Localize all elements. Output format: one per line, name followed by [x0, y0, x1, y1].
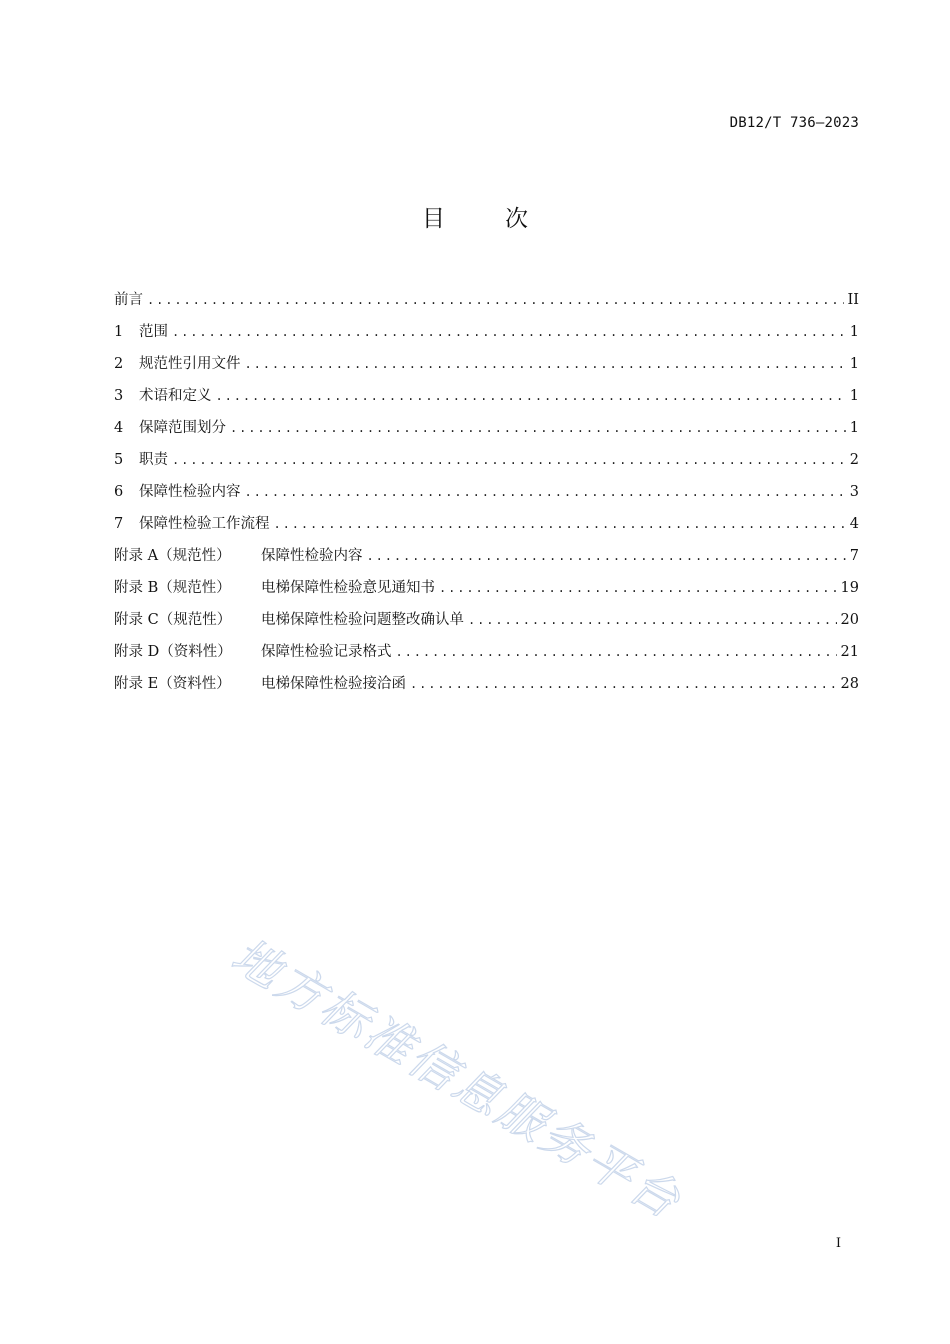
- toc-dot-leader: [274, 512, 846, 536]
- toc-page-number: 3: [849, 484, 859, 500]
- toc-appendix-prefix: 附录 D（资料性）: [114, 644, 232, 660]
- toc-entry-label: 电梯保障性检验接洽函: [261, 676, 406, 692]
- toc-entry-label: 术语和定义: [139, 388, 212, 404]
- toc-dot-leader: [245, 352, 846, 376]
- toc-entry-label: 规范性引用文件: [139, 356, 241, 372]
- toc-entry-number: 5: [114, 452, 124, 468]
- toc-entry-3[interactable]: [114, 384, 859, 416]
- toc-page-number: 20: [840, 612, 859, 628]
- toc-dot-leader: [396, 640, 837, 664]
- toc-page-number: 2: [849, 452, 859, 468]
- toc-dot-leader: [367, 544, 846, 568]
- toc-page-number: 21: [840, 644, 859, 660]
- toc-entry-2[interactable]: [114, 352, 859, 384]
- page-title: [0, 200, 950, 233]
- toc-entry-number: 3: [114, 388, 124, 404]
- toc-entry-5[interactable]: [114, 448, 859, 480]
- toc-page-number: 1: [849, 324, 859, 340]
- toc-entry-4[interactable]: [114, 416, 859, 448]
- toc-dot-leader: [230, 416, 846, 440]
- page-title-char-1: 目: [422, 206, 445, 232]
- toc-page-number: 19: [840, 580, 859, 596]
- toc-appendix-prefix: 附录 B（规范性）: [114, 580, 231, 596]
- toc-appendix-prefix: 附录 E（资料性）: [114, 676, 231, 692]
- toc-entry-label: 范围: [139, 324, 168, 340]
- toc-dot-leader: [147, 288, 844, 312]
- toc-dot-leader: [410, 672, 837, 696]
- toc-appendix-prefix: 附录 A（规范性）: [114, 548, 231, 564]
- toc-entry-number: 2: [114, 356, 124, 372]
- table-of-contents: [114, 288, 859, 704]
- toc-appendix-c[interactable]: [114, 608, 859, 640]
- toc-appendix-a[interactable]: [114, 544, 859, 576]
- toc-entry-1[interactable]: [114, 320, 859, 352]
- toc-page-number: 7: [849, 548, 859, 564]
- toc-entry-label: 保障范围划分: [139, 420, 226, 436]
- toc-entry-number: 6: [114, 484, 124, 500]
- toc-entry-number: 4: [114, 420, 124, 436]
- toc-appendix-d[interactable]: [114, 640, 859, 672]
- toc-entry-label: 电梯保障性检验意见通知书: [261, 580, 435, 596]
- toc-appendix-b[interactable]: [114, 576, 859, 608]
- toc-dot-leader: [439, 576, 837, 600]
- toc-dot-leader: [245, 480, 846, 504]
- toc-page-number: 1: [849, 356, 859, 372]
- toc-entry-label: 职责: [139, 452, 168, 468]
- toc-page-number: 4: [849, 516, 859, 532]
- toc-entry-label: 保障性检验记录格式: [261, 644, 392, 660]
- toc-entry-number: 1: [114, 324, 124, 340]
- page-number: I: [835, 1236, 841, 1251]
- toc-entry-label: 电梯保障性检验问题整改确认单: [261, 612, 464, 628]
- toc-entry-label: 保障性检验内容: [139, 484, 241, 500]
- toc-page-number: 1: [849, 388, 859, 404]
- toc-entry-foreword[interactable]: [114, 288, 859, 320]
- toc-entry-6[interactable]: [114, 480, 859, 512]
- toc-entry-number: 7: [114, 516, 124, 532]
- toc-page-number: 28: [840, 676, 859, 692]
- toc-entry-label: 前言: [114, 292, 143, 308]
- page-title-char-2: 次: [505, 206, 528, 232]
- toc-appendix-e[interactable]: [114, 672, 859, 704]
- toc-dot-leader: [172, 320, 846, 344]
- document-code: DB12/T 736—2023: [729, 115, 859, 131]
- toc-entry-label: 保障性检验内容: [261, 548, 363, 564]
- watermark: 地方标准信息服务平台: [222, 928, 692, 1231]
- toc-dot-leader: [216, 384, 846, 408]
- toc-entry-label: 保障性检验工作流程: [139, 516, 270, 532]
- toc-dot-leader: [172, 448, 846, 472]
- toc-dot-leader: [468, 608, 837, 632]
- toc-page-number: 1: [849, 420, 859, 436]
- toc-entry-7[interactable]: [114, 512, 859, 544]
- toc-page-number: II: [847, 292, 859, 308]
- toc-appendix-prefix: 附录 C（规范性）: [114, 612, 232, 628]
